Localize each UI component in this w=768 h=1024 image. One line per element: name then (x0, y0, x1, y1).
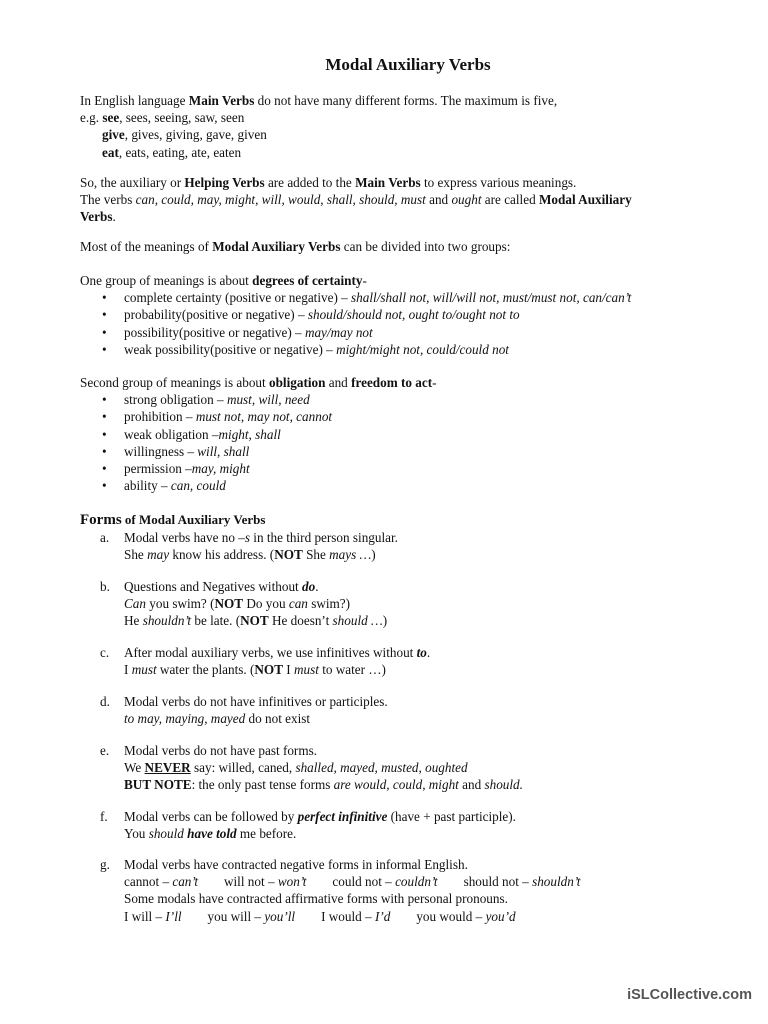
text: I (282, 662, 294, 678)
text: I (124, 662, 132, 678)
text: So, the auxiliary or (80, 175, 185, 190)
text: should/should not, ought to/ought not to (307, 307, 520, 323)
text: can be divided into two groups: (340, 239, 511, 254)
text: . (112, 209, 116, 225)
text: water the plants. ( (156, 662, 255, 678)
text: Verbs (80, 209, 113, 225)
item-letter: a. (100, 530, 110, 545)
text: . (315, 579, 319, 594)
text: must (131, 662, 157, 678)
list-item (100, 443, 720, 460)
text: might/might not, could/could not (336, 341, 509, 357)
forms-heading (80, 511, 720, 529)
text: should (148, 826, 184, 842)
text: , eats, eating, ate, eaten (118, 144, 242, 160)
text: - (362, 273, 367, 288)
text: can, could (170, 478, 226, 494)
text: must, will, need (226, 392, 310, 408)
text: Modal verbs have contracted negative forms in informal English. (124, 857, 468, 872)
text: Second group of meanings is about (80, 375, 269, 390)
text: say: willed, caned, (190, 760, 296, 776)
text: NOT (214, 596, 244, 612)
text: Most of the meanings of (80, 239, 213, 254)
text: ability – (124, 478, 171, 494)
text: are called (481, 192, 539, 208)
affirmative-contractions (124, 908, 580, 925)
text: s (244, 530, 250, 545)
text: - (432, 375, 437, 390)
text: He (124, 613, 143, 629)
item-letter: f. (100, 809, 108, 824)
text: and (425, 192, 452, 208)
text: of Modal Auxiliary Verbs (121, 512, 266, 527)
text: NOT (274, 547, 303, 563)
text: may/may not (304, 324, 373, 340)
obligation-group (80, 374, 720, 494)
text: shalled, mayed, musted, oughted (295, 760, 468, 776)
list-item (100, 408, 720, 425)
item-letter: c. (100, 645, 110, 660)
text: and (325, 375, 352, 390)
text: freedom to act (351, 375, 433, 390)
list-item (100, 426, 720, 443)
item-letter: g. (100, 857, 110, 872)
text: to (416, 645, 427, 660)
groups-paragraph (80, 238, 720, 255)
text: , sees, seeing, saw, seen (119, 110, 245, 126)
text: : the only past tense forms (191, 777, 334, 793)
text: do not exist (245, 711, 311, 727)
text: Some modals have contracted affirmative forms with personal pronouns. (124, 891, 508, 907)
text: Modal verbs can be followed by (124, 809, 298, 824)
text: have told (187, 826, 237, 842)
text: obligation (269, 375, 326, 390)
text: I’d (374, 908, 391, 924)
text: couldn’t (395, 874, 438, 890)
text: Main Verbs (188, 93, 255, 108)
list-item (100, 460, 720, 477)
text: mays … (329, 547, 372, 563)
text: might, shall (218, 426, 281, 442)
text: ) (371, 547, 376, 563)
text: She (302, 547, 330, 563)
text: Do you (243, 596, 289, 612)
list-item (100, 324, 720, 341)
text: I would – (321, 908, 375, 924)
text: BUT NOTE (124, 777, 192, 793)
text: ) (382, 613, 388, 629)
text: After modal auxiliary verbs, we use infinitives without (124, 645, 417, 660)
text: you’d (485, 908, 516, 924)
text: must (293, 662, 319, 678)
item-letter: e. (100, 743, 110, 758)
text: probability(positive or negative) – (124, 307, 308, 323)
text: in the third person singular. (250, 530, 398, 545)
text: permission – (124, 461, 192, 477)
text: be late. ( (191, 613, 241, 629)
text: Helping Verbs (184, 175, 265, 190)
certainty-group (80, 272, 720, 358)
text: to may, maying, mayed (124, 711, 246, 727)
text: could not – (332, 874, 396, 890)
text: shouldn’t (532, 874, 581, 890)
text: Modal Auxiliary Verbs (212, 239, 341, 254)
text: swim?) (307, 596, 351, 612)
watermark: iSLCollective.com (627, 986, 752, 1003)
text: In English language (80, 93, 189, 108)
text: complete certainty (positive or negative) – (124, 290, 352, 306)
text: can’t (172, 874, 198, 890)
text: willingness – (124, 443, 198, 459)
text: give (102, 127, 125, 143)
text: , gives, giving, gave, given (124, 127, 267, 143)
text: weak possibility(positive or negative) – (124, 341, 337, 357)
obligation-list (80, 391, 720, 494)
list-item (100, 477, 720, 494)
text: to water …) (318, 662, 386, 678)
item-letter: b. (100, 579, 110, 594)
text: I’ll (165, 908, 182, 924)
text: The verbs (80, 192, 136, 208)
text: cannot – (124, 874, 173, 890)
text: do not have many different forms. The maximum is five, (254, 93, 558, 108)
text: e.g. (80, 110, 103, 126)
text: should … (332, 613, 383, 629)
text: are added to the (264, 175, 356, 190)
text: Questions and Negatives without (124, 579, 303, 594)
text: may, might (191, 461, 250, 477)
text: One group of meanings is about (80, 273, 253, 288)
text: can, could, may, might, will, would, shall, should, must (135, 192, 426, 208)
text: weak obligation – (124, 426, 219, 442)
text: possibility(positive or negative) – (124, 324, 305, 340)
text: me before. (236, 826, 297, 842)
text: (have + past participle). (387, 809, 516, 824)
text: prohibition – (124, 409, 196, 425)
text: She (124, 547, 148, 563)
text: can (288, 596, 308, 612)
text: Modal verbs have no – (124, 530, 245, 545)
text: NOT (254, 662, 283, 678)
intro-paragraph (80, 92, 720, 161)
text: do (302, 579, 316, 594)
text: strong obligation – (124, 392, 227, 408)
text: must not, may not, cannot (195, 409, 333, 425)
text: you would – (416, 908, 486, 924)
text: Modal verbs do not have past forms. (124, 743, 318, 758)
certainty-list (80, 289, 720, 358)
text: may (147, 547, 170, 563)
text: I will – (124, 908, 166, 924)
text: shouldn’t (142, 613, 192, 629)
text: Modal Auxiliary (538, 192, 632, 208)
negative-contractions (124, 873, 580, 890)
text: should. (484, 777, 523, 793)
text: should not – (463, 874, 533, 890)
list-item (100, 391, 720, 408)
text: degrees of certainty (252, 273, 363, 288)
list-item (100, 341, 720, 358)
text: Modal verbs do not have infinitives or participles. (124, 694, 388, 709)
helping-verbs-paragraph (80, 174, 720, 226)
text: and (458, 777, 485, 793)
text: you’ll (264, 908, 296, 924)
text: . (426, 645, 431, 660)
list-item (100, 289, 720, 306)
text: you will – (207, 908, 265, 924)
text: shall/shall not, will/will not, must/must not, can/can’t (351, 290, 632, 306)
page-title: Modal Auxiliary Verbs (325, 55, 491, 74)
text: Can (124, 596, 146, 612)
text: to express various meanings. (420, 175, 577, 190)
text: won’t (277, 874, 307, 890)
text: NEVER (144, 760, 191, 776)
text: NOT (240, 613, 269, 629)
text: will, shall (197, 443, 250, 459)
text: We (124, 760, 145, 776)
text: are would, could, might (333, 777, 459, 793)
list-item (100, 306, 720, 323)
text: know his address. ( (169, 547, 275, 563)
text: ought (451, 192, 482, 208)
text: will not – (223, 874, 278, 890)
text: Main Verbs (355, 175, 421, 190)
text: you swim? ( (145, 596, 215, 612)
text: eat (102, 144, 119, 160)
text: You (124, 826, 149, 842)
text: He doesn’t (268, 613, 333, 629)
text: perfect infinitive (297, 809, 388, 824)
item-letter: d. (100, 694, 110, 709)
text: Forms (80, 512, 122, 528)
text: see (102, 110, 120, 126)
